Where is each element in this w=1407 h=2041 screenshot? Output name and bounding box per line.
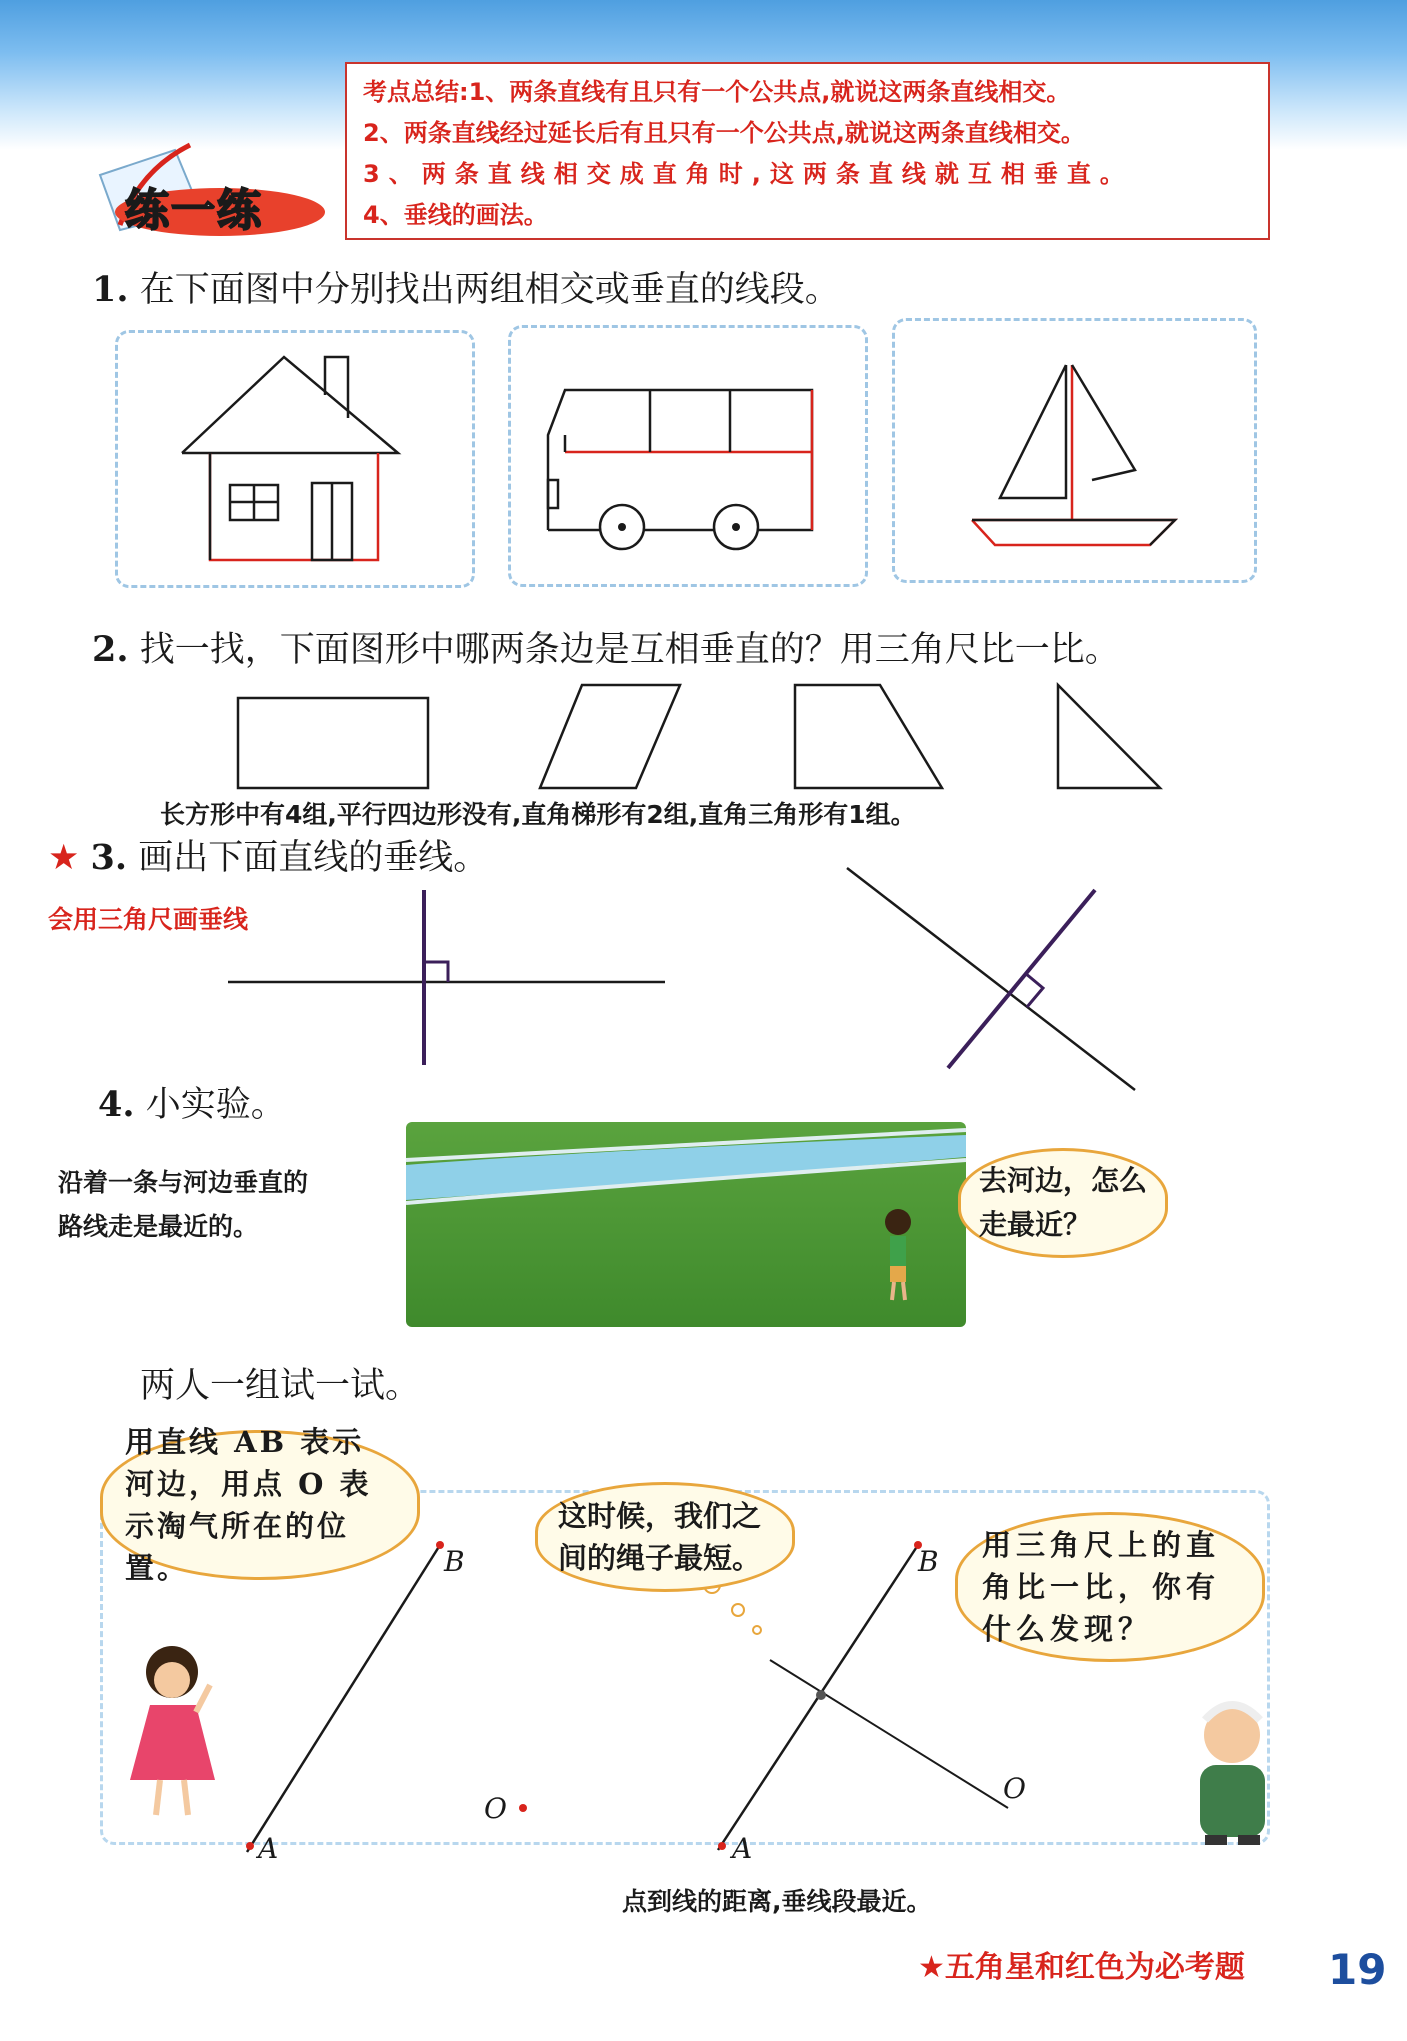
question-1-number: 1. [92,269,129,310]
summary-line-4: 4、垂线的画法。 [363,201,548,229]
point-label-a2: A [732,1832,753,1865]
star-icon: ★ [48,838,80,878]
point-label-o1: O [484,1792,507,1825]
old-man-bubble-text: 用三角尺上的直角比一比，你有什么发现？ [982,1528,1221,1646]
point-label-b1: B [444,1545,465,1578]
question-2-text: 找一找，下面图形中哪两条边是互相垂直的？用三角尺比一比。 [139,630,1120,670]
river-bubble-text: 去河边，怎么走最近？ [979,1164,1148,1241]
question-4-text: 小实验。 [145,1085,286,1125]
girl-bubble-text: 用直线 AB 表示河边，用点 O 表示淘气所在的位置。 [125,1425,372,1585]
old-man-figure [1200,1705,1265,1845]
middle-bubble-text: 这时候，我们之间的绳子最短。 [558,1499,762,1575]
question-3-number: 3. [90,837,128,878]
question-2-number: 2. [92,629,129,670]
summary-line-3: 3、两条直线相交成直角时,这两条直线就互相垂直。 [363,160,1133,188]
footer-note-text: 五角星和红色为必考题 [944,1950,1245,1985]
question-4-number: 4. [98,1084,135,1125]
footer-star-icon: ★ [918,1950,945,1985]
bottom-answer: 点到线的距离,垂线段最近。 [622,1887,932,1916]
question-3-note: 会用三角尺画垂线 [48,905,249,934]
question-4-note-1: 沿着一条与河边垂直的 [58,1168,309,1197]
question-4-note-2: 路线走是最近的。 [58,1212,259,1241]
point-label-a1: A [258,1832,279,1865]
question-3-text: 画出下面直线的垂线。 [138,838,489,878]
girl-speech-bubble [100,1425,420,1585]
girl-figure [130,1646,215,1815]
question-1-text: 在下面图中分别找出两组相交或垂直的线段。 [139,270,840,310]
point-label-b2: B [918,1545,939,1578]
footer-note [918,1942,1245,1986]
summary-line-1: 考点总结:1、两条直线有且只有一个公共点,就说这两条直线相交。 [363,78,1071,106]
group-try-label: 两人一组试一试。 [140,1366,421,1406]
question-2-answer: 长方形中有4组,平行四边形没有,直角梯形有2组,直角三角形有1组。 [160,800,916,829]
badge-title: 练一练 [125,185,263,236]
page-number: 19 [1328,1945,1387,1994]
old-man-speech-bubble [955,1512,1265,1662]
point-label-o2: O [1003,1772,1026,1805]
summary-line-2: 2、两条直线经过延长后有且只有一个公共点,就说这两条直线相交。 [363,119,1085,147]
middle-speech-bubble [535,1482,795,1592]
